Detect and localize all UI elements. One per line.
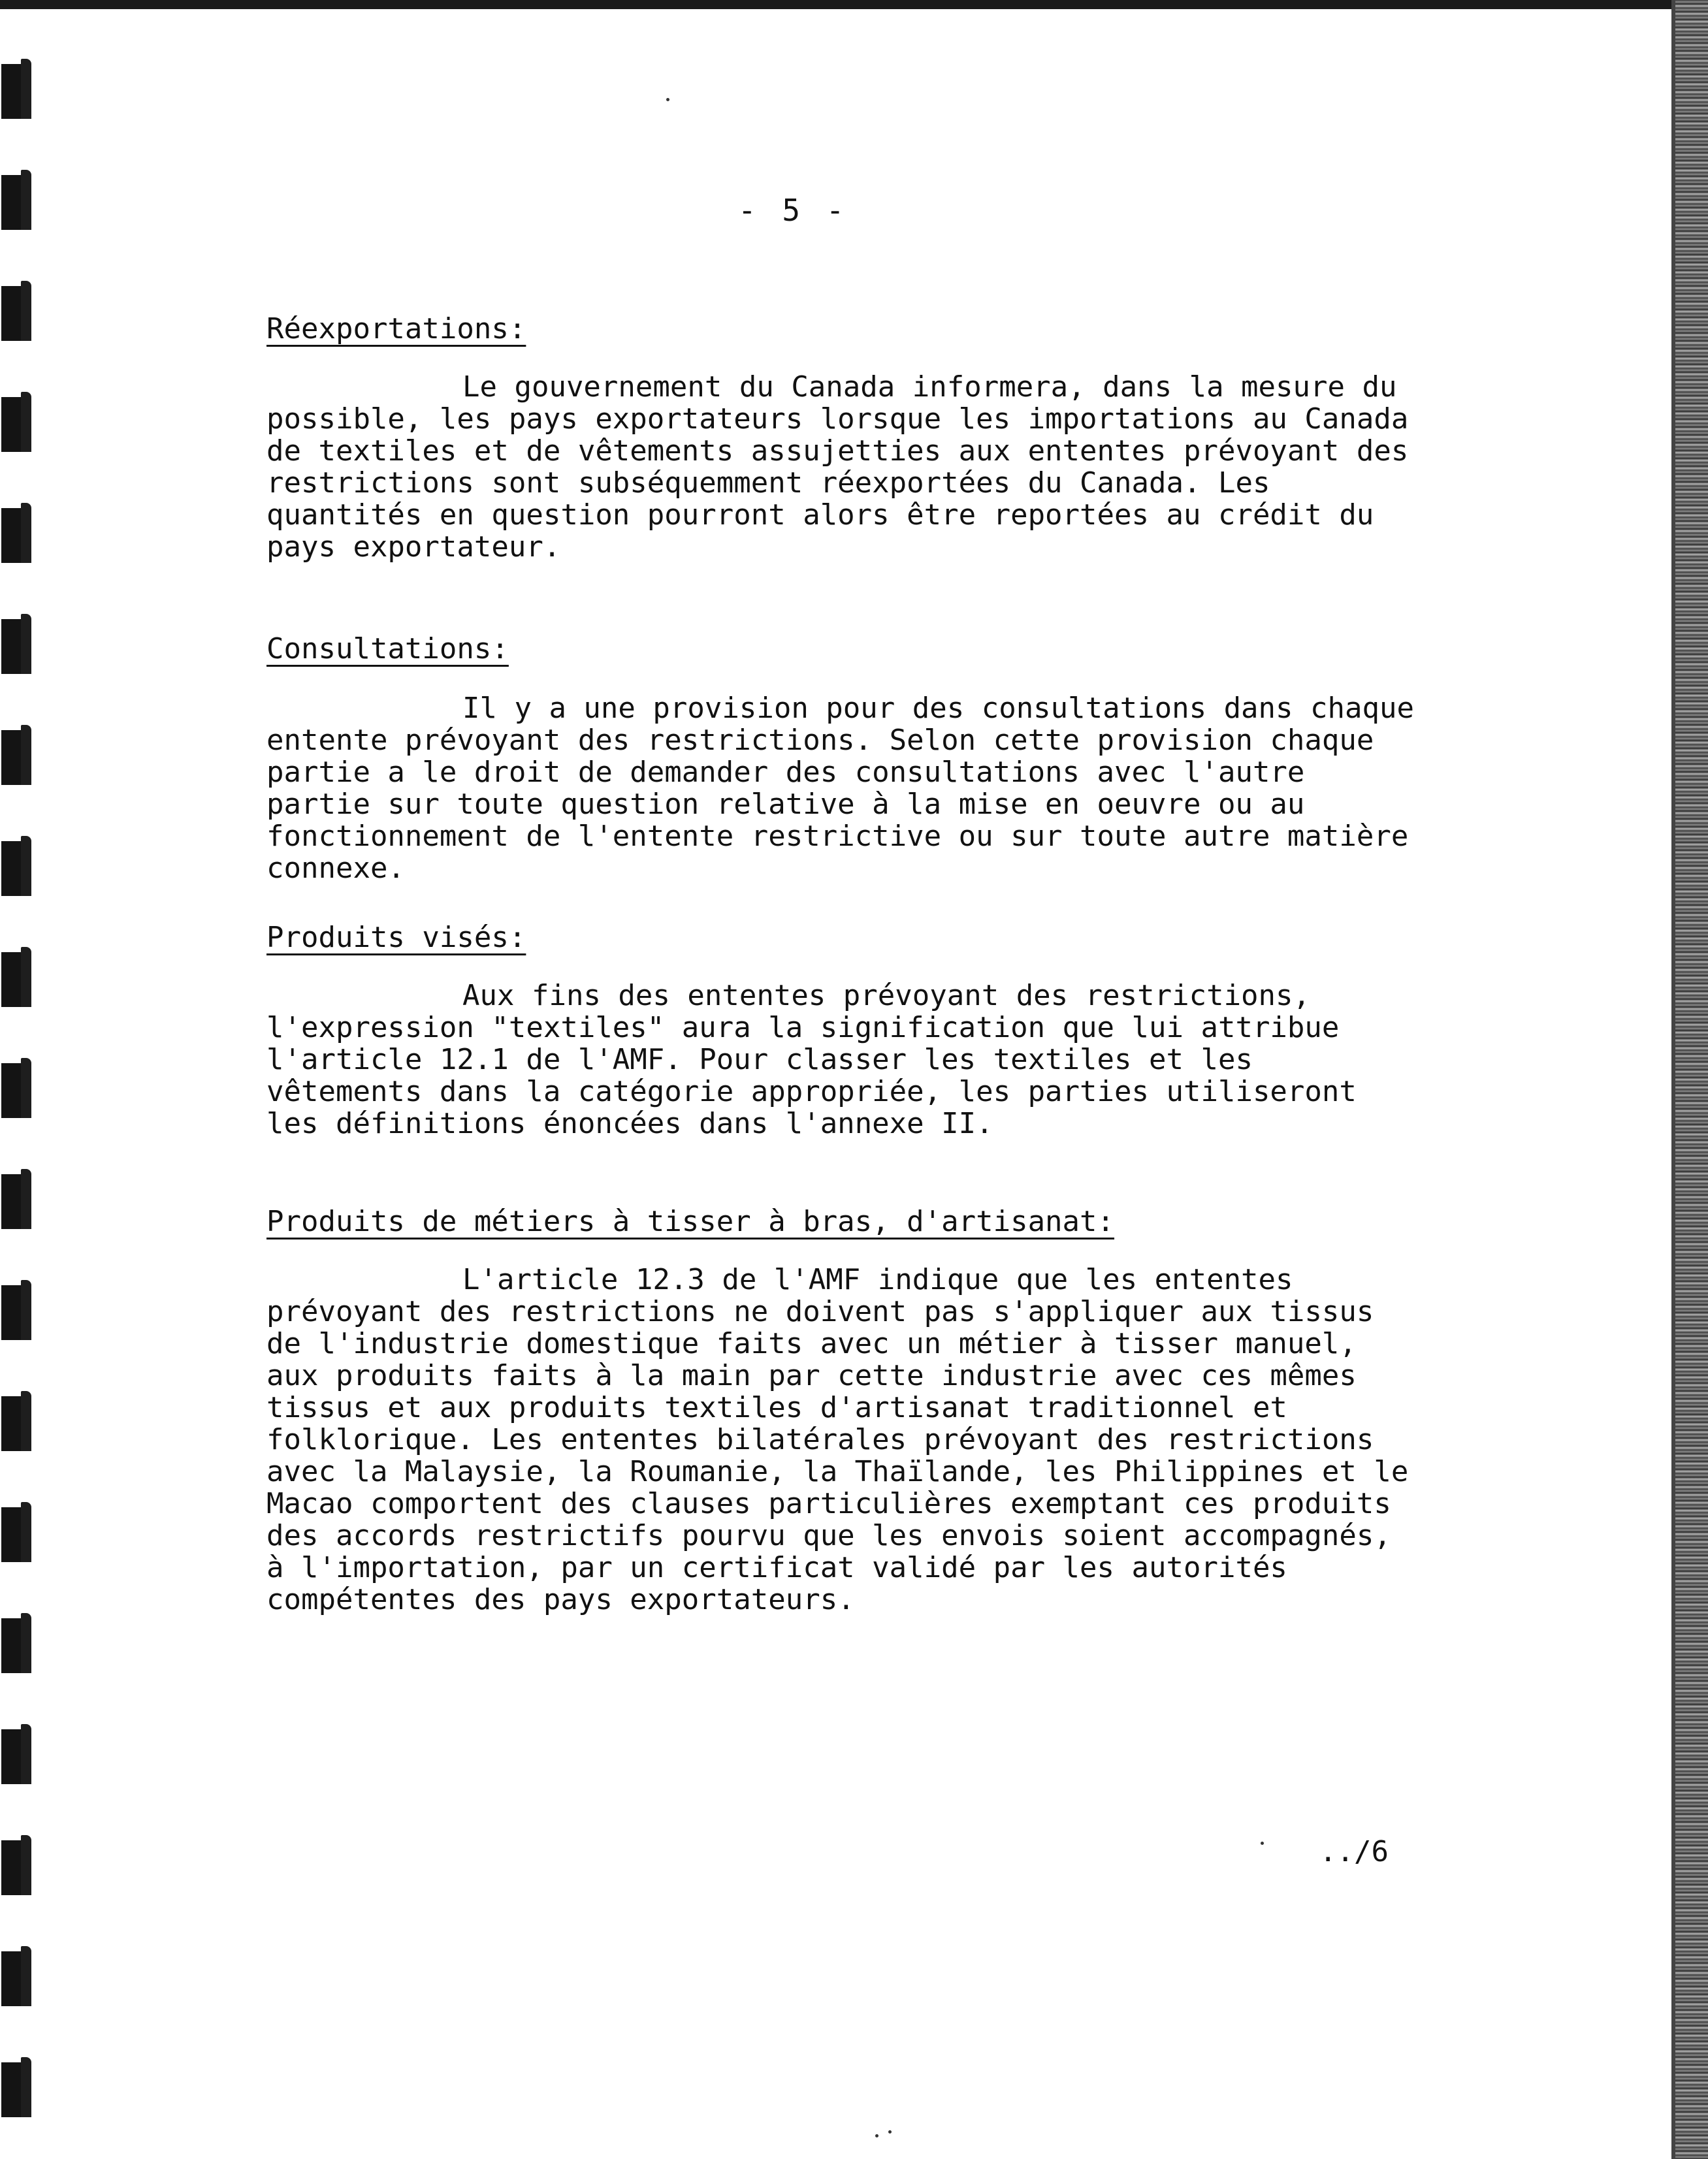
binding-ring: [1, 1391, 34, 1454]
binding-ring: [1, 1835, 34, 1898]
paragraph-text: L'article 12.3 de l'AMF indique que les ententes prévoyant des restrictions ne doivent pas s'appliquer aux tissus de l'industrie domestique faits avec un métier à tisser manuel, aux produits faits à la main par cette industrie avec ces mêmes tissus et aux produits textiles d'artisanat traditionnel et folklorique. Les ententes bilatérales prévoyant des restrictions avec la Malaysie, la Roumanie, la Thaïlande, les Philippines et le Macao comportent des clauses particulières exemptant ces produits des accords restrictifs pourvu que les envois soient accompagnés, à l'importation, par un certificat validé par les autorités compétentes des pays exportateurs.: [266, 1263, 1409, 1616]
binding-ring: [1, 1058, 34, 1121]
continuation-marker: ../6: [1319, 1835, 1389, 1868]
section-text-reexportations: [266, 371, 1416, 563]
section-text-consultations: [266, 692, 1416, 884]
section-text-artisanat: [266, 1264, 1416, 1616]
binding-ring: [1, 1946, 34, 2009]
scan-speck: [1261, 1842, 1264, 1845]
binding-ring: [1, 281, 34, 344]
binding-ring: [1, 170, 34, 232]
scan-speck: [666, 98, 669, 101]
binding-ring: [1, 392, 34, 455]
scan-speck: [888, 2130, 892, 2134]
binding-ring: [1, 836, 34, 899]
section-heading-artisanat: Produits de métiers à tisser à bras, d'artisanat:: [266, 1205, 1115, 1238]
page-number: - 5 -: [738, 193, 848, 228]
binding-ring: [1, 2057, 34, 2120]
section-heading-reexportations: Réexportations:: [266, 312, 526, 345]
binding-ring: [1, 1280, 34, 1343]
scan-top-border: [0, 0, 1708, 9]
binding-ring: [1, 1724, 34, 1787]
binding-ring: [1, 614, 34, 677]
binding-ring: [1, 1613, 34, 1676]
paragraph-text: Il y a une provision pour des consultations dans chaque entente prévoyant des restrictions. Selon cette provision chaque partie a le droit de demander des consultations avec l'autre partie sur toute question relative à la mise en oeuvre ou au fonctionnement de l'entente restrictive ou sur toute autre matière connexe.: [266, 692, 1414, 885]
binding-ring: [1, 1169, 34, 1232]
binding-ring: [1, 59, 34, 121]
binding-ring: [1, 503, 34, 566]
paragraph-text: Aux fins des ententes prévoyant des restrictions, l'expression "textiles" aura la signification que lui attribue l'article 12.1 de l'AMF. Pour classer les textiles et les vêtements dans la catégorie appropriée, les parties utiliseront les définitions énoncées dans l'annexe II.: [266, 979, 1357, 1140]
binding-ring: [1, 1502, 34, 1565]
spiral-binding: [0, 39, 46, 2142]
paragraph-text: Le gouvernement du Canada informera, dans la mesure du possible, les pays exportateurs lorsque les importations au Canada de textiles et de vêtements assujetties aux ententes prévoyant des restrictions sont subséquemment réexportées du Canada. Les quantités en question pourront alors être reportées au crédit du pays exportateur.: [266, 370, 1409, 564]
binding-ring: [1, 725, 34, 788]
section-text-produits-vises: [266, 980, 1416, 1140]
section-heading-consultations: Consultations:: [266, 632, 509, 665]
scan-speck: [875, 2134, 878, 2137]
binding-ring: [1, 947, 34, 1010]
section-heading-produits-vises: Produits visés:: [266, 921, 526, 954]
scan-right-border: [1675, 0, 1708, 2159]
